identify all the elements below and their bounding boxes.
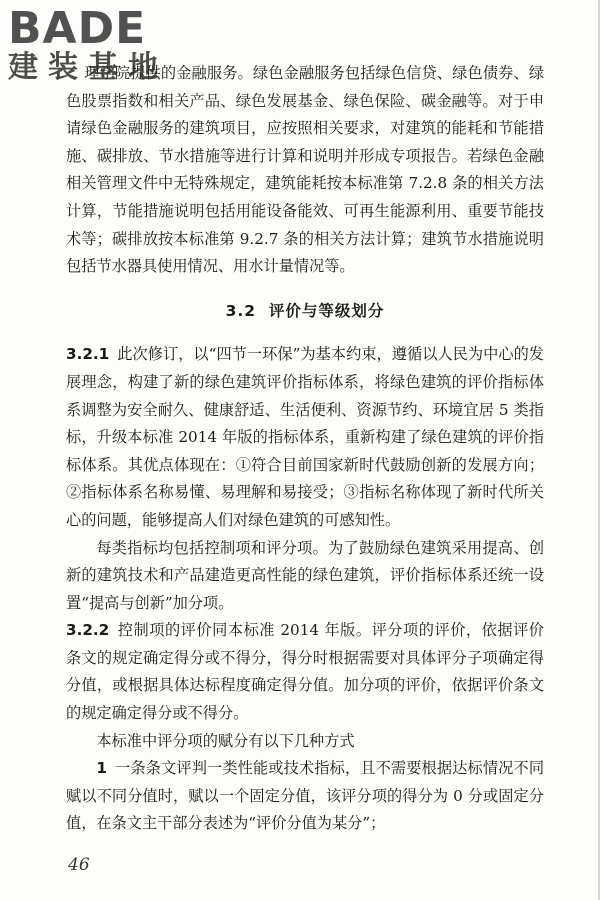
page-number: 46 <box>68 855 90 875</box>
clause-number: 3.2.1 <box>66 345 110 364</box>
paragraph-continued: 理学院提供的金融服务。绿色金融服务包括绿色信贷、绿色债券、绿色股票指数和相关产品、绿色发展基金、绿色保险、碳金融等。对于申请绿色金融服务的建筑项目，应按照相关要求，对建筑的能耗和节能措施、碳排放、节水措施等进行计算和说明并形成专项报告。若绿色金融相关管理文件中无特殊规定，建筑能耗按本标准第 7.2.8 条的相关方法计算，节能措施说明包括用能设备能效、可再生能源利用、重要节能技术等；碳排放按本标准第 9.2.7 条的相关方法计算；建筑节水措施说明包括节水器具使用情况、用水计量情况等。 <box>66 64 544 276</box>
item-text: 一条条文评判一类性能或技术指标，且不需要根据达标情况不同赋以不同分值时，赋以一个固定分值，该评分项的得分为 0 分或固定分值，在条文主干部分表述为“评价分值为某分”； <box>66 759 544 833</box>
page-content <box>66 60 544 838</box>
item-number: 1 <box>96 759 107 778</box>
clause-number: 3.2.2 <box>66 621 110 640</box>
list-item <box>66 755 544 838</box>
bade-logo-watermark <box>8 3 178 88</box>
clause-3-2-2-followup: 本标准中评分项的赋分有以下几种方式 <box>96 731 355 750</box>
logo-sub-text: 建装基地 <box>8 50 168 85</box>
clause-text: 控制项的评价同本标准 2014 年版。评分项的评价，依据评价条文的规定确定得分或不得分，得分时根据需要对具体评分子项确定得分值，或根据具体达标程度确定得分值。加分项的评价，依据评价条文的规定确定得分或不得分。 <box>66 621 544 723</box>
clause-text: 此次修订，以“四节一环保”为基本约束，遵循以人民为中心的发展理念，构建了新的绿色建筑评价指标体系，将绿色建筑的评价指标体系调整为安全耐久、健康舒适、生活便利、资源节约、环境宜居 5 类指标，升级本标准 2014 年版的指标体系，重新构建了绿色建筑的评价指标体系。其优点体现在：①符合目前国家新时代鼓励创新的发展方向；②指标体系名称易懂、易理解和易接受；③指标名称体现了新时代所关心的问题，能够提高人们对绿色建筑的可感知性。 <box>66 345 544 529</box>
clause-3-2-1-followup: 每类指标均包括控制项和评分项。为了鼓励绿色建筑采用提高、创新的建筑技术和产品建造更高性能的绿色建筑，评价指标体系还统一设置“提高与创新”加分项。 <box>66 538 544 612</box>
logo-main-text: BADE <box>8 3 147 54</box>
section-heading <box>66 298 544 326</box>
clause-3-2-1 <box>66 341 544 534</box>
section-number: 3.2 <box>225 301 257 320</box>
section-title: 评价与等级划分 <box>268 301 385 320</box>
clause-3-2-2 <box>66 617 544 727</box>
